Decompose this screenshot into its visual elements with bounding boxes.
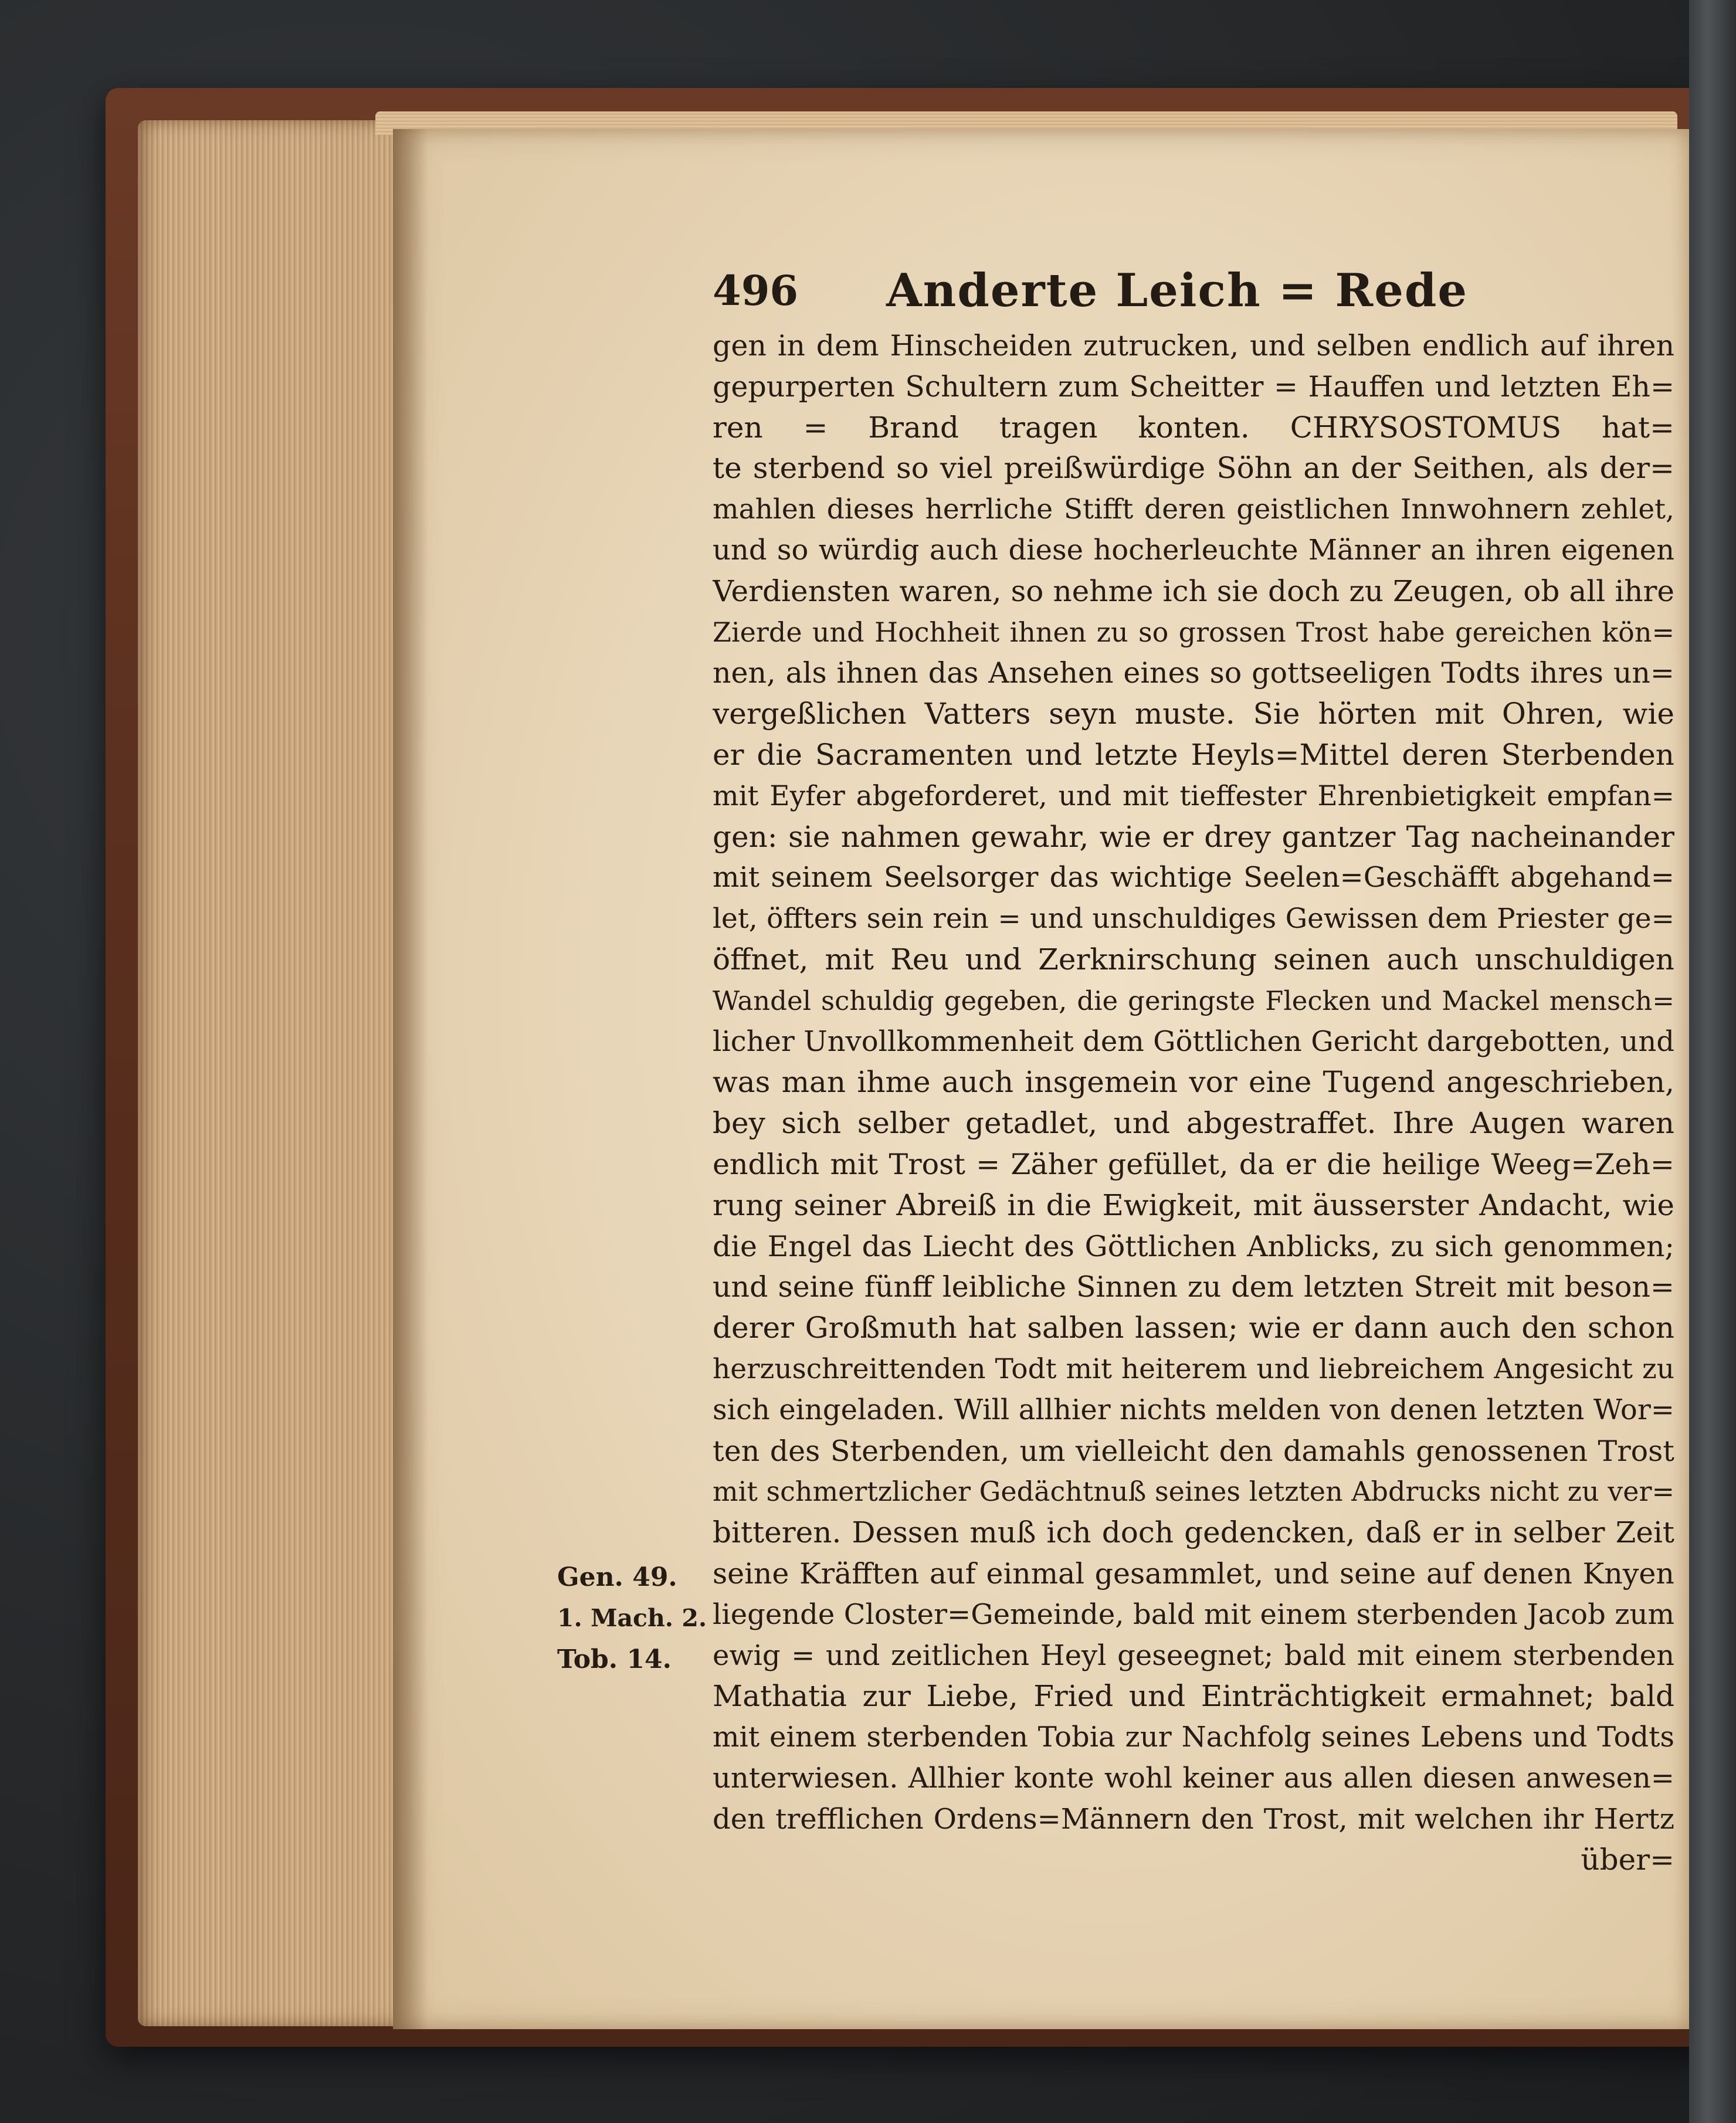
text-line: öffnet, mit Reu und Zerknirschung seinen auch unschuldigen: [713, 942, 1674, 976]
text-line: mit einem sterbenden Tobia zur Nachfolg seines Lebens und Todts: [713, 1721, 1674, 1754]
text-line: was man ihme auch insgemein vor eine Tugend angeschrieben,: [713, 1065, 1674, 1100]
text-line: endlich mit Trost = Zäher gefüllet, da er die heilige Weeg=Zeh=: [713, 1147, 1674, 1181]
margin-note-genesis: Gen. 49.: [557, 1562, 677, 1592]
text-line: Wandel schuldig gegeben, die geringste Flecken und Mackel mensch=: [713, 985, 1674, 1016]
margin-notes: [557, 1557, 707, 1680]
text-line: mit schmertzlicher Gedächtnuß seines letzten Abdrucks nicht zu ver=: [713, 1476, 1674, 1508]
text-line: und seine fünff leibliche Sinnen zu dem letzten Streit mit beson=: [713, 1270, 1674, 1304]
text-line: sich eingeladen. Will allhier nichts melden von denen letzten Wor=: [713, 1393, 1674, 1426]
margin-note-tobit: Tob. 14.: [557, 1644, 672, 1674]
text-line: nen, als ihnen das Ansehen eines so gottseeligen Todts ihres un=: [713, 656, 1674, 690]
catchword: über=: [1581, 1843, 1674, 1877]
text-line: Verdiensten waren, so nehme ich sie doch zu Zeugen, ob all ihre: [713, 574, 1674, 608]
text-line: liegende Closter=Gemeinde, bald mit einem sterbenden Jacob zum: [713, 1598, 1674, 1631]
text-line: te sterbend so viel preißwürdige Söhn an der Seithen, als der=: [713, 451, 1674, 486]
text-line: let, öffters sein rein = und unschuldiges Gewissen dem Priester ge=: [713, 903, 1674, 935]
scanner-glass-edge: [1689, 0, 1736, 2123]
text-line: Mathatia zur Liebe, Fried und Einträchtigkeit ermahnet; bald: [713, 1679, 1674, 1714]
text-line: gepurperten Schultern zum Scheitter = Hauffen und letzten Eh=: [713, 369, 1674, 403]
text-line: ewig = und zeitlichen Heyl geseegnet; bald mit einem sterbenden: [713, 1639, 1674, 1672]
text-line: ren = Brand tragen konten. CHRYSOSTOMUS hat=: [713, 410, 1674, 445]
text-line: mit seinem Seelsorger das wichtige Seelen=Geschäfft abgehand=: [713, 861, 1674, 894]
text-line: gen in dem Hinscheiden zutrucken, und selben endlich auf ihren: [713, 329, 1674, 362]
text-line: vergeßlichen Vatters seyn muste. Sie hörten mit Ohren, wie: [713, 697, 1674, 731]
page-fore-edge: [138, 120, 402, 2026]
running-title: Anderte Leich = Rede: [886, 263, 1469, 317]
text-line: unterwiesen. Allhier konte wohl keiner aus allen diesen anwesen=: [713, 1761, 1674, 1795]
text-line: mahlen dieses herrliche Stifft deren geistlichen Innwohnern zehlet,: [713, 493, 1674, 526]
text-line: gen: sie nahmen gewahr, wie er drey gantzer Tag nacheinander: [713, 819, 1674, 854]
text-line: licher Unvollkommenheit dem Göttlichen Gericht dargebotten, und: [713, 1025, 1674, 1058]
body-text: [713, 325, 1674, 1881]
text-line: den trefflichen Ordens=Männern den Trost, mit welchen ihr Hertz: [713, 1802, 1674, 1836]
page-number: 496: [713, 266, 799, 315]
text-line: ten des Sterbenden, um vielleicht den damahls genossenen Trost: [713, 1434, 1674, 1468]
text-line: mit Eyfer abgeforderet, und mit tieffester Ehrenbietigkeit empfan=: [713, 779, 1674, 812]
text-line: herzuschreittenden Todt mit heiterem und liebreichem Angesicht zu: [713, 1352, 1674, 1385]
text-line: bitteren. Dessen muß ich doch gedencken, daß er in selber Zeit: [713, 1515, 1674, 1550]
gutter-shadow: [393, 129, 428, 2029]
running-header: [713, 258, 1674, 323]
text-line: seine Kräfften auf einmal gesammlet, und seine auf denen Knyen: [713, 1556, 1674, 1590]
text-line: bey sich selber getadlet, und abgestraffet. Ihre Augen waren: [713, 1106, 1674, 1141]
text-line: derer Großmuth hat salben lassen; wie er dann auch den schon: [713, 1311, 1674, 1345]
margin-note-maccabees: 1. Mach. 2.: [557, 1603, 707, 1632]
text-line: die Engel das Liecht des Göttlichen Anblicks, zu sich genommen;: [713, 1229, 1674, 1263]
text-line: und so würdig auch diese hocherleuchte Männer an ihren eigenen: [713, 533, 1674, 567]
text-line: Zierde und Hochheit ihnen zu so grossen Trost habe gereichen kön=: [713, 616, 1674, 648]
text-line: rung seiner Abreiß in die Ewigkeit, mit äusserster Andacht, wie: [713, 1188, 1674, 1222]
text-line: er die Sacramenten und letzte Heyls=Mittel deren Sterbenden: [713, 737, 1674, 772]
